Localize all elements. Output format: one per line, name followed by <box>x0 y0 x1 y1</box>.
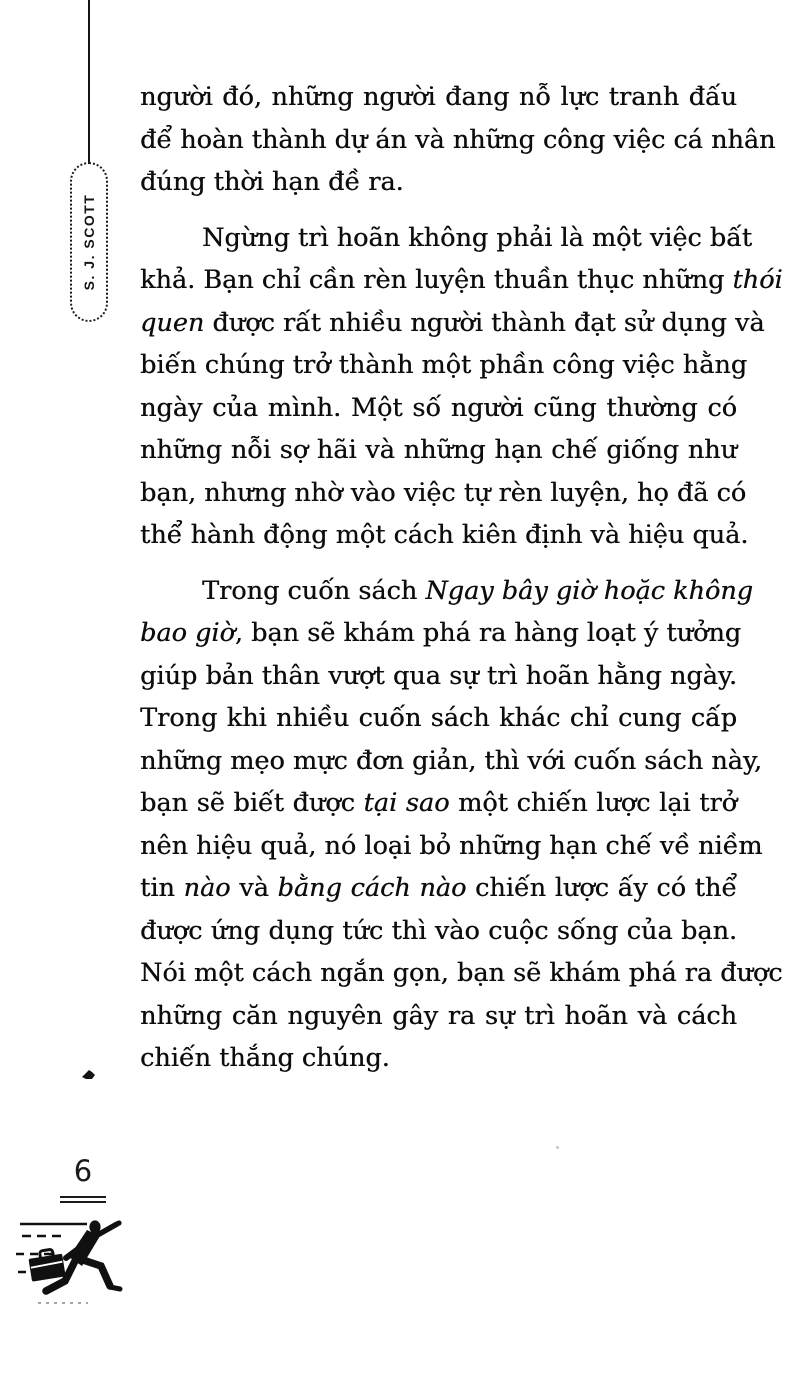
text-line: bạn, nhưng nhờ vào việc tự rèn luyện, họ đã có <box>140 477 747 508</box>
page-number-rule <box>60 1196 106 1203</box>
ink-speck-icon <box>82 1070 95 1080</box>
text-line: khả. Bạn chỉ cần rèn luyện thuần thục những thói <box>140 265 783 295</box>
text-line: nên hiệu quả, nó loại bỏ những hạn chế về niềm <box>140 830 763 861</box>
text-line: thể hành động một cách kiên định và hiệu quả. <box>140 520 749 550</box>
faint-speck <box>556 1146 559 1149</box>
text-line: giúp bản thân vượt qua sự trì hoãn hằng ngày. <box>140 660 737 691</box>
text-line: tin nào và bằng cách nào chiến lược ấy có thể <box>140 873 738 903</box>
text-line: Trong cuốn sách Ngay bây giờ hoặc không <box>202 575 754 606</box>
text-line: bao giờ, bạn sẽ khám phá ra hàng loạt ý tưởng <box>140 618 742 648</box>
text-line: người đó, những người đang nỗ lực tranh đấu <box>140 82 737 112</box>
text-line: bạn sẽ biết được tại sao một chiến lược lại trở <box>140 788 737 818</box>
text-line: được ứng dụng tức thì vào cuộc sống của bạn. <box>140 915 737 946</box>
text-line: những nỗi sợ hãi và những hạn chế giống như <box>140 435 737 465</box>
text-line: Nói một cách ngắn gọn, bạn sẽ khám phá ra được <box>140 958 783 988</box>
text-line: những căn nguyên gây ra sự trì hoãn và cách <box>140 1000 737 1031</box>
text-line: những mẹo mực đơn giản, thì với cuốn sách này, <box>140 745 762 776</box>
text-line: quen được rất nhiều người thành đạt sử dụng và <box>140 307 765 338</box>
body-text <box>140 76 783 1093</box>
text-line: biến chúng trở thành một phần công việc hằng <box>140 350 748 380</box>
text-line: đúng thời hạn đề ra. <box>140 167 404 197</box>
text-line: ngày của mình. Một số người cũng thường có <box>140 392 737 423</box>
author-tab-label: S. J. SCOTT <box>81 193 97 291</box>
text-line: để hoàn thành dự án và những công việc cá nhân <box>140 124 776 155</box>
page-number: 6 <box>73 1154 93 1188</box>
margin-rule-line <box>88 0 90 164</box>
text-line: Trong khi nhiều cuốn sách khác chỉ cung cấp <box>140 703 737 733</box>
text-line: chiến thắng chúng. <box>140 1043 390 1073</box>
author-tab <box>70 162 108 322</box>
running-man-illustration <box>14 1212 140 1308</box>
text-line: Ngừng trì hoãn không phải là một việc bất <box>202 222 752 253</box>
